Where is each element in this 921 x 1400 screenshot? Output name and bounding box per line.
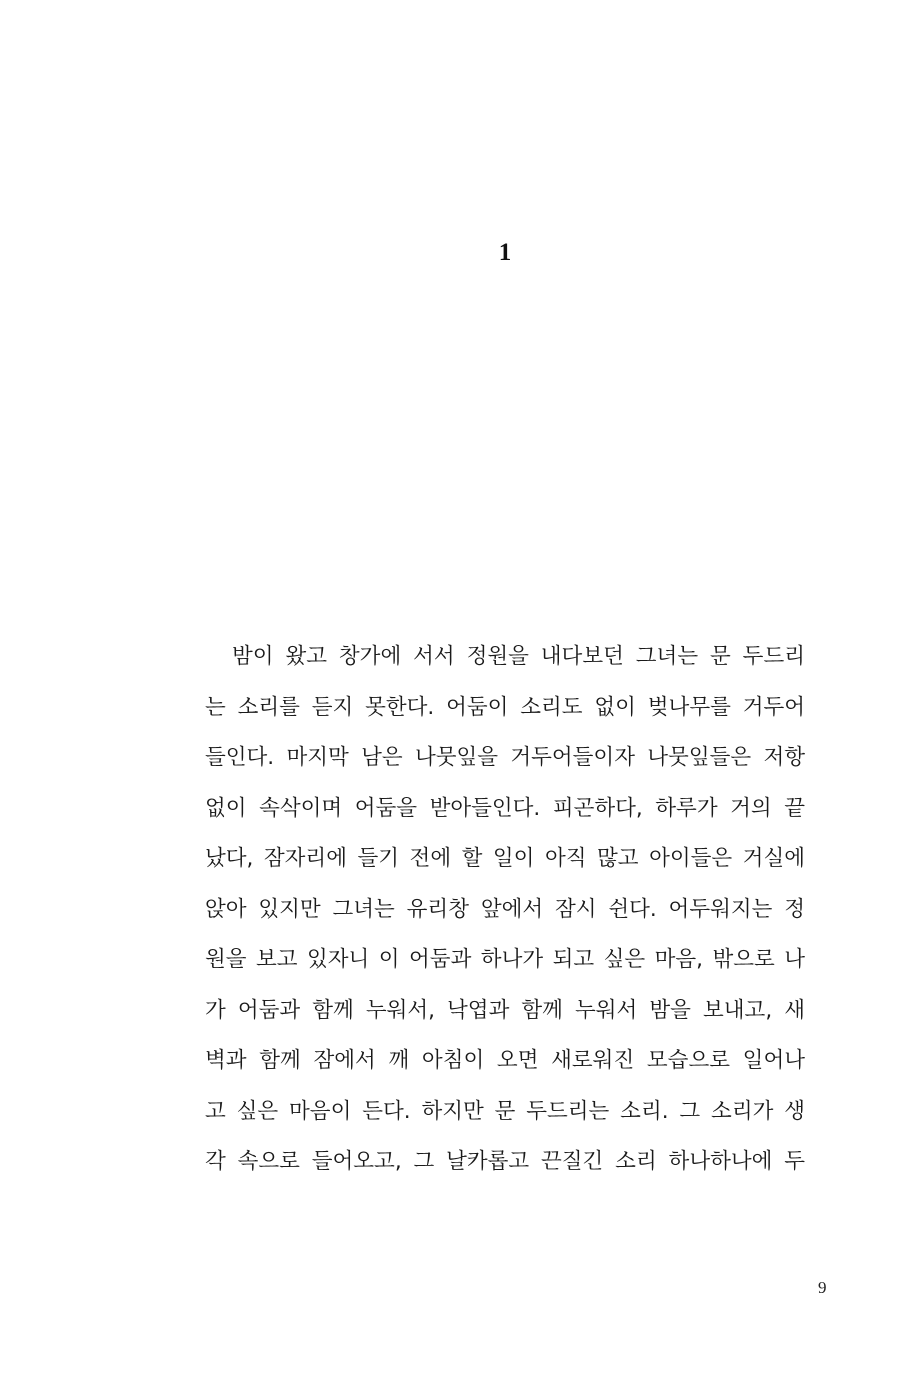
paragraph-line: 났다, 잠자리에 들기 전에 할 일이 아직 많고 아이들은 거실에 — [205, 846, 805, 871]
paragraph-line: 들인다. 마지막 남은 나뭇잎을 거두어들이자 나뭇잎들은 저항 — [205, 745, 805, 770]
paragraph-line: 밤이 왔고 창가에 서서 정원을 내다보던 그녀는 문 두드리 — [232, 644, 805, 669]
body-paragraph — [205, 636, 805, 1192]
paragraph-line: 가 어둠과 함께 누워서, 낙엽과 함께 누워서 밤을 보내고, 새 — [205, 997, 805, 1023]
paragraph-line: 고 싶은 마음이 든다. 하지만 문 두드리는 소리. 그 소리가 생 — [205, 1098, 805, 1124]
paragraph-line: 벽과 함께 잠에서 깨 아침이 오면 새로워진 모습으로 일어나 — [205, 1048, 805, 1073]
chapter-number: 1 — [498, 239, 512, 266]
paragraph-line: 원을 보고 있자니 이 어둠과 하나가 되고 싶은 마음, 밖으로 나 — [205, 947, 805, 972]
page-number: 9 — [818, 1278, 827, 1297]
paragraph-line: 없이 속삭이며 어둠을 받아들인다. 피곤하다, 하루가 거의 끝 — [205, 795, 805, 821]
paragraph-line: 앉아 있지만 그녀는 유리창 앞에서 잠시 쉰다. 어두워지는 정 — [205, 896, 805, 922]
paragraph-line: 는 소리를 듣지 못한다. 어둠이 소리도 없이 벚나무를 거두어 — [205, 694, 805, 720]
paragraph-line: 각 속으로 들어오고, 그 날카롭고 끈질긴 소리 하나하나에 두 — [205, 1149, 805, 1174]
